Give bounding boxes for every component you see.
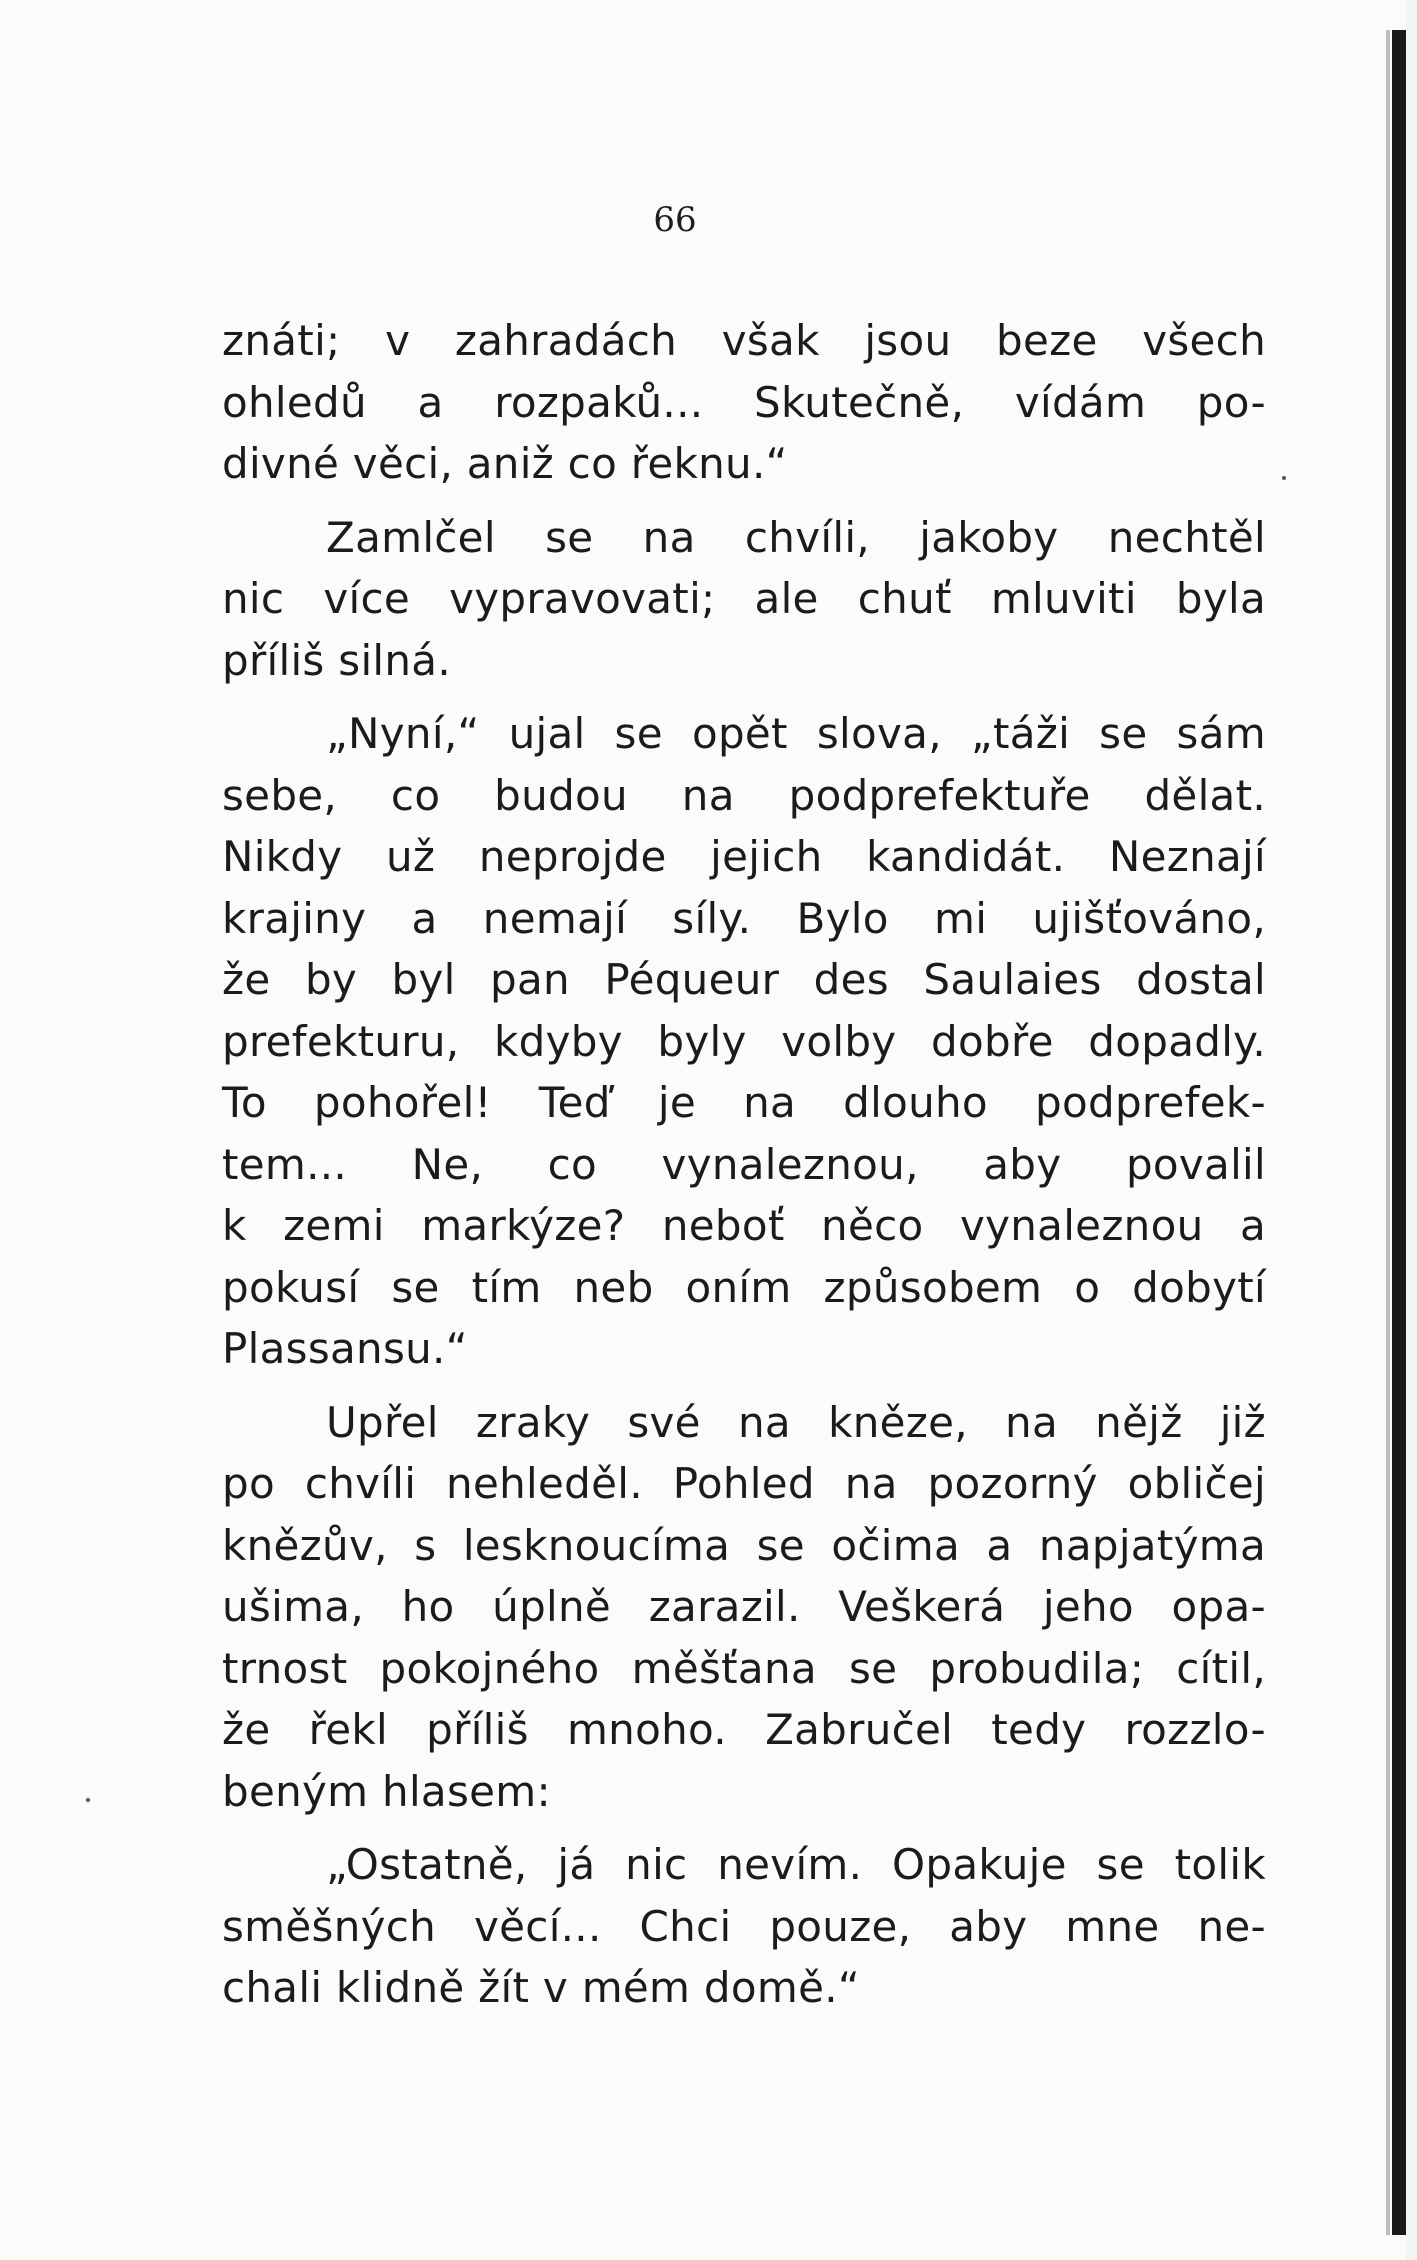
text-line: Upřel zraky své na kněze, na nějž již <box>326 1397 1266 1447</box>
paragraph-1 <box>222 310 1266 495</box>
text-line: Plassansu.“ <box>222 1324 468 1373</box>
paragraph-4 <box>222 1392 1266 1823</box>
paragraph-2 <box>222 507 1266 692</box>
text-line: pokusí se tím neb oním způsobem o dobytí <box>222 1262 1266 1312</box>
text-line: To pohořel! Teď je na dlouho podprefek- <box>222 1078 1266 1127</box>
text-line: příliš silná. <box>222 635 451 685</box>
paragraph-5 <box>222 1834 1266 2019</box>
page-number-text: 66 <box>653 200 697 240</box>
text-line: tem... Ne, co vynaleznou, aby povalil <box>222 1139 1266 1189</box>
body-text <box>222 310 1266 2019</box>
text-line: chali klidně žít v mém domě.“ <box>222 1963 860 2012</box>
print-speck <box>86 1798 90 1802</box>
text-line: prefekturu, kdyby byly volby dobře dopadly. <box>222 1016 1266 1066</box>
text-line: „Nyní,“ ujal se opět slova, „táži se sám <box>326 709 1266 758</box>
text-line: krajiny a nemají síly. Bylo mi ujišťováno, <box>222 893 1266 943</box>
text-line: knězův, s lesknoucíma se očima a napjatýma <box>222 1520 1266 1570</box>
text-line: ohledů a rozpaků... Skutečně, vídám po- <box>222 377 1266 427</box>
text-line: nic více vypravovati; ale chuť mluviti byla <box>222 574 1266 623</box>
page-edge-binding <box>1392 30 1406 2235</box>
text-line: směšných věcí... Chci pouze, aby mne ne- <box>222 1901 1266 1951</box>
text-line: ušima, ho úplně zarazil. Veškerá jeho opa- <box>222 1582 1266 1631</box>
text-line: trnost pokojného měšťana se probudila; cítil, <box>222 1643 1266 1693</box>
print-speck <box>1282 476 1286 480</box>
text-line: Zamlčel se na chvíli, jakoby nechtěl <box>326 512 1266 562</box>
text-line: že by byl pan Péqueur des Saulaies dostal <box>222 955 1266 1004</box>
paragraph-3 <box>222 703 1266 1380</box>
text-line: znáti; v zahradách však jsou beze všech <box>222 316 1266 365</box>
text-line: „Ostatně, já nic nevím. Opakuje se tolik <box>326 1840 1266 1889</box>
text-line: k zemi markýze? neboť něco vynaleznou a <box>222 1201 1266 1250</box>
text-line: divné věci, aniž co řeknu.“ <box>222 439 788 488</box>
page-edge-shadow <box>1386 30 1390 2235</box>
text-line: po chvíli nehleděl. Pohled na pozorný obličej <box>222 1459 1266 1508</box>
text-line: sebe, co budou na podprefektuře dělat. <box>222 770 1266 820</box>
text-line: beným hlasem: <box>222 1766 551 1816</box>
text-line: Nikdy už neprojde jejich kandidát. Neznají <box>222 832 1266 881</box>
page-number <box>0 200 1417 240</box>
page-edge-margin <box>1406 0 1417 2260</box>
text-line: že řekl příliš mnoho. Zabručel tedy rozzlo- <box>222 1705 1266 1754</box>
